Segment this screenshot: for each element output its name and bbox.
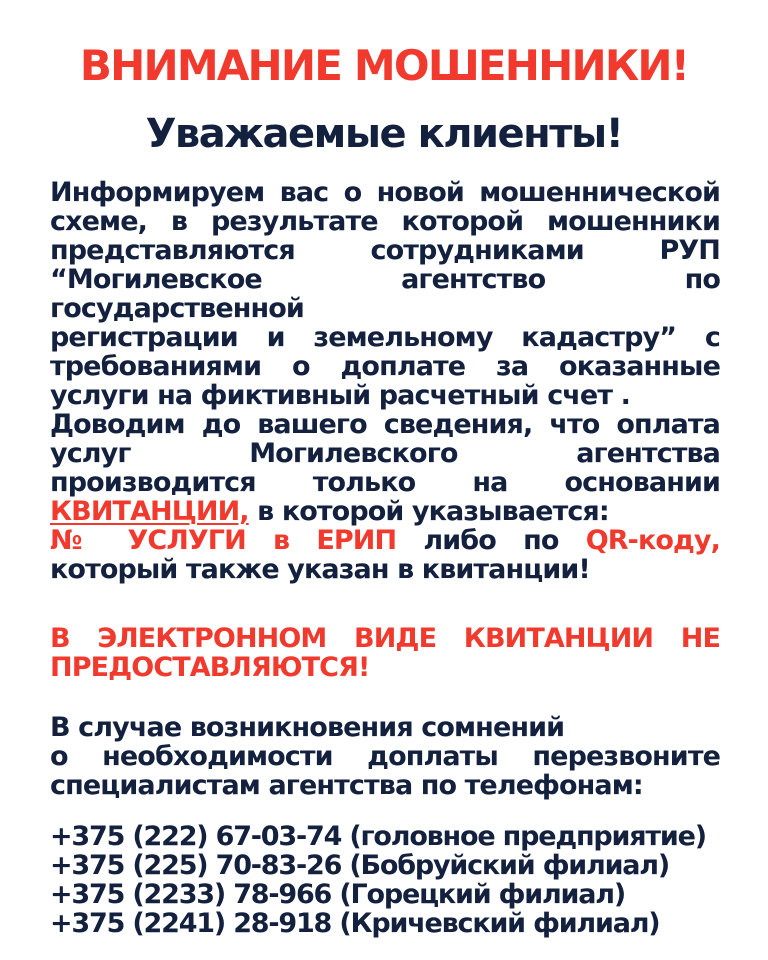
greeting-heading: Уважаемые клиенты! — [145, 111, 623, 157]
phone-list — [50, 822, 720, 938]
paragraph-line: специалистам агентства по телефонам: — [50, 770, 643, 801]
paragraph-line — [50, 497, 720, 526]
payment-info-paragraph — [50, 410, 720, 584]
paragraph-line: Доводим до вашего сведения, что оплата — [50, 409, 720, 440]
paragraph-line: услуг Могилевского агентства — [50, 438, 720, 469]
phone-number: +375 (2241) 28-918 (Кричевский филиал) — [50, 908, 660, 939]
paragraph-line: “Могилевское агентство по государственной — [50, 264, 720, 324]
contact-instructions-paragraph — [50, 713, 720, 800]
phone-number: +375 (2233) 78-966 (Горецкий филиал) — [50, 879, 625, 910]
paragraph-line: о необходимости доплаты перезвоните — [50, 741, 720, 772]
paragraph-line: услуги на фиктивный расчетный счет . — [50, 380, 630, 411]
paragraph-line: представляются сотрудниками РУП — [50, 235, 720, 266]
paragraph-line: В ЭЛЕКТРОННОМ ВИДЕ КВИТАНЦИИ НЕ — [50, 623, 720, 654]
qr-code-highlight: QR-коду, — [585, 525, 720, 556]
paragraph-line: Информируем вас о новой мошеннической — [50, 177, 720, 208]
phone-number: +375 (225) 70-83-26 (Бобруйский филиал) — [50, 850, 670, 881]
paragraph-line: схеме, в результате которой мошенники — [50, 206, 720, 237]
receipt-highlight: КВИТАНЦИИ, — [50, 496, 249, 527]
paragraph-line: требованиями о доплате за оказанные — [50, 351, 720, 382]
electronic-receipt-warning — [50, 624, 720, 682]
paragraph-text: в которой указывается: — [248, 496, 609, 527]
paragraph-line: ПРЕДОСТАВЛЯЮТСЯ! — [50, 652, 370, 683]
paragraph-line: В случае возникновения сомнений — [50, 712, 565, 743]
fraud-scheme-paragraph — [50, 178, 720, 410]
paragraph-text: либо по — [396, 525, 586, 556]
paragraph-line: производится только на основании — [50, 467, 720, 498]
warning-headline: ВНИМАНИЕ МОШЕННИКИ! — [79, 41, 689, 90]
phone-number: +375 (222) 67-03-74 (головное предприятие) — [50, 821, 706, 852]
paragraph-line: который также указан в квитанции! — [50, 554, 590, 585]
paragraph-line — [50, 526, 720, 555]
paragraph-line: регистрации и земельному кадастру” с — [50, 322, 720, 353]
erip-service-highlight: № УСЛУГИ в ЕРИП — [50, 525, 397, 556]
